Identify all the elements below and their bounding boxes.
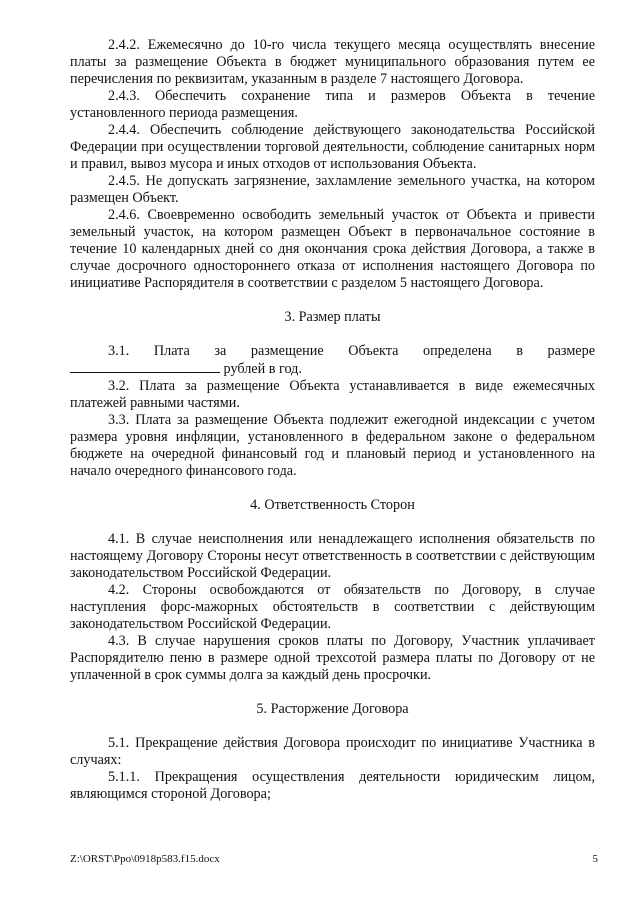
section-spacer [70, 480, 595, 497]
clause-paragraph: 2.4.6. Своевременно освободить земельный участок от Объекта и привести земельный участок, на котором размещен Объект в первоначальное состояние в течение 10 календарных дней со дня окончания срока действия Договора, а также в случае досрочного одностороннего отказа от исполнения настоящего Договора по инициативе Распорядителя в соответствии с разделом 5 настоящего Договора. [70, 207, 595, 291]
clause-paragraph: 4.3. В случае нарушения сроков платы по Договору, Участник уплачивает Распорядителю пеню в размере одной трехсотой размера платы по Договору от не уплаченной в срок суммы долга за каждый день просрочки. [70, 633, 595, 683]
clause-paragraph: 3.3. Плата за размещение Объекта подлежит ежегодной индексации с учетом размера уровня инфляции, установленного в федеральном законе о федеральном бюджете на очередной финансовый год и плановый период и установленного на начало очередного финансового года. [70, 412, 595, 479]
clause-paragraph: 5.1. Прекращение действия Договора происходит по инициативе Участника в случаях: [70, 735, 595, 768]
clause-text-tail: рублей в год. [223, 361, 302, 377]
clause-text: 3.1. Плата за размещение Объекта определена в размере [108, 343, 595, 359]
footer-file-path: Z:\ORST\Ppo\0918p583.f15.docx [70, 853, 220, 865]
section-spacer [70, 684, 595, 701]
clause-paragraph: 2.4.5. Не допускать загрязнение, захламление земельного участка, на котором размещен Объект. [70, 173, 595, 206]
clause-paragraph: 5.1.1. Прекращения осуществления деятельности юридическим лицом, являющимся стороной Договора; [70, 769, 595, 802]
section-heading: 4. Ответственность Сторон [250, 497, 415, 513]
clause-paragraph [70, 343, 595, 378]
amount-blank-field [70, 360, 220, 373]
clause-paragraph: 3.2. Плата за размещение Объекта устанавливается в виде ежемесячных платежей равными частями. [70, 378, 595, 411]
clause-paragraph: 2.4.2. Ежемесячно до 10-го числа текущего месяца осуществлять внесение платы за размещение Объекта в бюджет муниципального образования путем ее перечисления по реквизитам, указанным в разделе 7 настоящего Договора. [70, 37, 595, 87]
section-heading: 5. Расторжение Договора [256, 701, 409, 717]
section-spacer [70, 326, 595, 343]
clause-paragraph: 4.1. В случае неисполнения или ненадлежащего исполнения обязательств по настоящему Договору Стороны несут ответственность в соответствии с действующим законодательством Российской Федерации. [70, 531, 595, 581]
section-spacer [70, 514, 595, 531]
section-spacer [70, 292, 595, 309]
section-heading: 3. Размер платы [284, 309, 381, 325]
document-body [70, 37, 595, 803]
clause-paragraph: 2.4.4. Обеспечить соблюдение действующего законодательства Российской Федерации при осуществлении торговой деятельности, соблюдение санитарных норм и правил, вывоз мусора и иных отходов от использования Объекта. [70, 122, 595, 172]
section-spacer [70, 718, 595, 735]
footer-page-number: 5 [592, 853, 598, 865]
clause-paragraph: 2.4.3. Обеспечить сохранение типа и размеров Объекта в течение установленного периода размещения. [70, 88, 595, 121]
clause-paragraph: 4.2. Стороны освобождаются от обязательств по Договору, в случае наступления форс-мажорных обстоятельств в соответствии с действующим законодательством Российской Федерации. [70, 582, 595, 632]
